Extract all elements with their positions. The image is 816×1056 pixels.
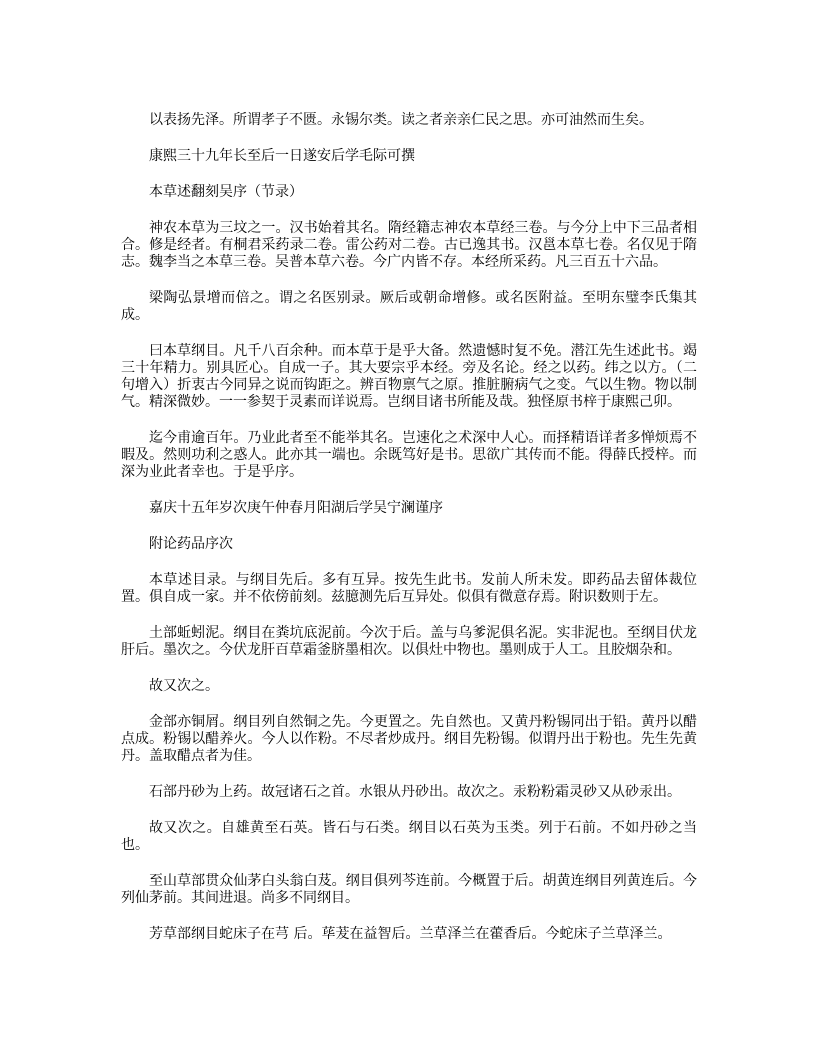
paragraph-6: 曰本草纲目。凡千八百余种。而本草于是乎大备。然遗憾时复不免。潜江先生述此书。竭三十年精力。别具匠心。自成一子。其大要宗乎本经。旁及名论。经之以药。纬之以方。（二句增入）折衷古今同异之说而钩距之。辨百物禀气之原。推脏腑病气之变。气以生物。物以制气。精深微妙。一一参契于灵素而详说焉。岂纲目诸书所能及哉。独怪原书梓于康熙己卯。 [121,343,697,410]
paragraph-12: 故又次之。 [149,678,219,694]
paragraph-7: 迄今甫逾百年。乃业此者至不能举其名。岂速化之术深中人心。而择精语详者多惮烦焉不暇及。然则功利之惑人。此亦其一端也。余既笃好是书。思欲广其传而不能。得薛氏授梓。而深为业此者幸也。于是乎序。 [121,430,697,480]
paragraph-4: 神农本草为三坟之一。汉书始着其名。隋经籍志神农本草经三卷。与今分上中下三品者相合。修是经者。有桐君采药录二卷。雷公药对二卷。古已逸其书。汉邕本草七卷。名仅见于隋志。魏李当之本草三卷。吴普本草六卷。今广内皆不存。本经所采药。凡三百五十六品。 [121,220,697,270]
section-heading-wu-preface: 本草述翻刻吴序（节录） [149,184,303,200]
document-page [121,112,697,962]
signature-line-mao: 康熙三十九年长至后一日遂安后学毛际可撰 [149,148,415,164]
paragraph-16: 至山草部贯众仙茅白头翁白芨。纲目俱列芩连前。今概置于后。胡黄连纲目列黄连后。今列仙茅前。其间进退。尚多不同纲目。 [121,873,697,906]
paragraph-17: 芳草部纲目蛇床子在芎 后。荜茇在益智后。兰草泽兰在藿香后。今蛇床子兰草泽兰。 [149,926,672,942]
signature-line-wu: 嘉庆十五年岁次庚午仲春月阳湖后学吴宁澜谨序 [149,500,443,516]
paragraph-5: 梁陶弘景增而倍之。谓之名医别录。厥后或朝命增修。或名医附益。至明东璧李氏集其成。 [121,290,697,323]
paragraph-14: 石部丹砂为上药。故冠诸石之首。水银从丹砂出。故次之。汞粉粉霜灵砂又从砂汞出。 [149,784,681,800]
paragraph-13: 金部亦铜屑。纲目列自然铜之先。今更置之。先自然也。又黄丹粉锡同出于铅。黄丹以醋点成。粉锡以醋养火。今人以作粉。不尽者炒成丹。纲目先粉锡。似谓丹出于粉也。先生先黄丹。盖取醋点者为佳。 [121,714,697,764]
section-heading-drug-order: 附论药品序次 [149,536,233,552]
paragraph-15: 故又次之。自雄黄至石英。皆石与石类。纲目以石英为玉类。列于石前。不如丹砂之当也。 [121,820,697,853]
paragraph-10: 本草述目录。与纲目先后。多有互异。按先生此书。发前人所未发。即药品去留体裁位置。俱自成一家。并不依傍前刻。兹臆测先后互异处。似俱有微意存焉。附识数则于左。 [121,572,697,605]
paragraph-1: 以表扬先泽。所谓孝子不匮。永锡尔类。读之者亲亲仁民之思。亦可油然而生矣。 [149,112,653,128]
paragraph-11: 土部蚯蚓泥。纲目在粪坑底泥前。今次于后。盖与乌爹泥俱名泥。实非泥也。至纲目伏龙肝后。墨次之。今伏龙肝百草霜釜脐墨相次。以俱灶中物也。墨则成于人工。且胶烟杂和。 [121,625,697,658]
